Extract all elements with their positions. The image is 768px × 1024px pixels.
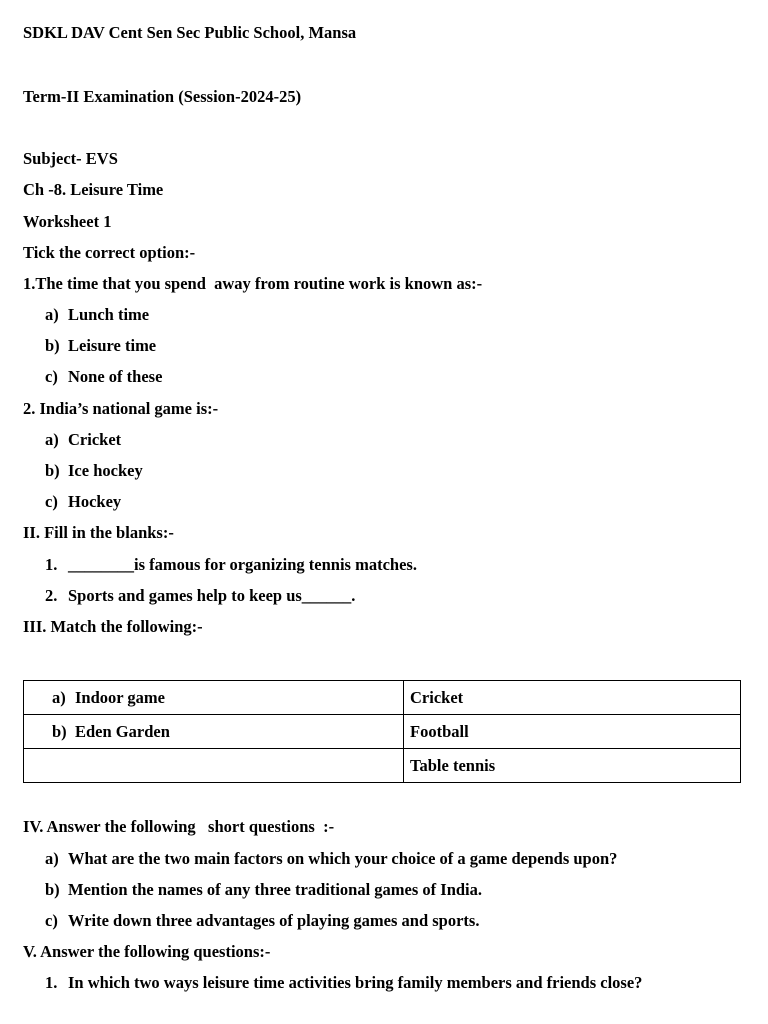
question-2-option-b — [45, 461, 143, 481]
item-marker: 2. — [45, 586, 58, 605]
worksheet-line: Worksheet 1 — [23, 212, 112, 231]
blank-item-1 — [45, 555, 417, 575]
option-marker: b) — [45, 336, 60, 355]
item-marker: a) — [45, 849, 59, 868]
item-marker: 1. — [45, 973, 58, 992]
section-v-heading: V. Answer the following questions:- — [23, 942, 271, 961]
item-marker: c) — [45, 911, 58, 930]
item-text: Sports and games help to keep us______. — [68, 586, 356, 605]
exam-title: Term-II Examination (Session-2024-25) — [23, 87, 302, 106]
item-text: Mention the names of any three traditional games of India. — [68, 880, 483, 899]
match-table — [23, 680, 741, 783]
short-question-c — [45, 911, 479, 931]
match-left-cell — [24, 681, 404, 715]
row-marker: a) — [52, 687, 66, 707]
match-left-text: Indoor game — [75, 687, 165, 707]
match-right-cell: Table tennis — [404, 749, 741, 783]
match-right-cell: Cricket — [404, 681, 741, 715]
option-text: Lunch time — [68, 305, 150, 324]
question-1-option-a — [45, 305, 149, 325]
school-name: SDKL DAV Cent Sen Sec Public School, Mansa — [23, 23, 357, 42]
match-left-cell — [24, 715, 404, 749]
section-i-heading: Tick the correct option:- — [23, 243, 196, 262]
item-text: In which two ways leisure time activities bring family members and friends close? — [68, 973, 643, 992]
section-iv-heading: IV. Answer the following short questions :- — [23, 817, 335, 836]
blank-item-2 — [45, 586, 355, 606]
option-marker: c) — [45, 367, 58, 386]
option-marker: b) — [45, 461, 60, 480]
question-2-option-a — [45, 430, 121, 450]
option-text: Hockey — [68, 492, 122, 511]
option-marker: a) — [45, 305, 59, 324]
table-row — [24, 749, 741, 783]
item-marker: b) — [45, 880, 60, 899]
item-text: What are the two main factors on which your choice of a game depends upon? — [68, 849, 618, 868]
question-2-option-c — [45, 492, 121, 512]
section-ii-heading: II. Fill in the blanks:- — [23, 523, 174, 542]
item-text: Write down three advantages of playing games and sports. — [68, 911, 480, 930]
row-marker: b) — [52, 721, 67, 741]
section-iii-heading: III. Match the following:- — [23, 617, 203, 636]
subject-line: Subject- EVS — [23, 149, 118, 168]
option-text: Cricket — [68, 430, 122, 449]
option-text: None of these — [68, 367, 163, 386]
table-row — [24, 715, 741, 749]
short-question-b — [45, 880, 482, 900]
option-text: Ice hockey — [68, 461, 143, 480]
match-left-text: Eden Garden — [75, 721, 170, 741]
short-question-a — [45, 849, 617, 869]
chapter-line: Ch -8. Leisure Time — [23, 180, 164, 199]
question-2-text: 2. India’s national game is:- — [23, 399, 219, 418]
match-left-cell — [24, 749, 404, 783]
item-text: ________is famous for organizing tennis matches. — [68, 555, 417, 574]
long-question-1 — [45, 973, 642, 993]
question-1-option-b — [45, 336, 156, 356]
table-row — [24, 681, 741, 715]
item-marker: 1. — [45, 555, 58, 574]
option-text: Leisure time — [68, 336, 157, 355]
question-1-option-c — [45, 367, 162, 387]
question-1-text: 1.The time that you spend away from routine work is known as:- — [23, 274, 483, 293]
option-marker: c) — [45, 492, 58, 511]
match-right-cell: Football — [404, 715, 741, 749]
option-marker: a) — [45, 430, 59, 449]
